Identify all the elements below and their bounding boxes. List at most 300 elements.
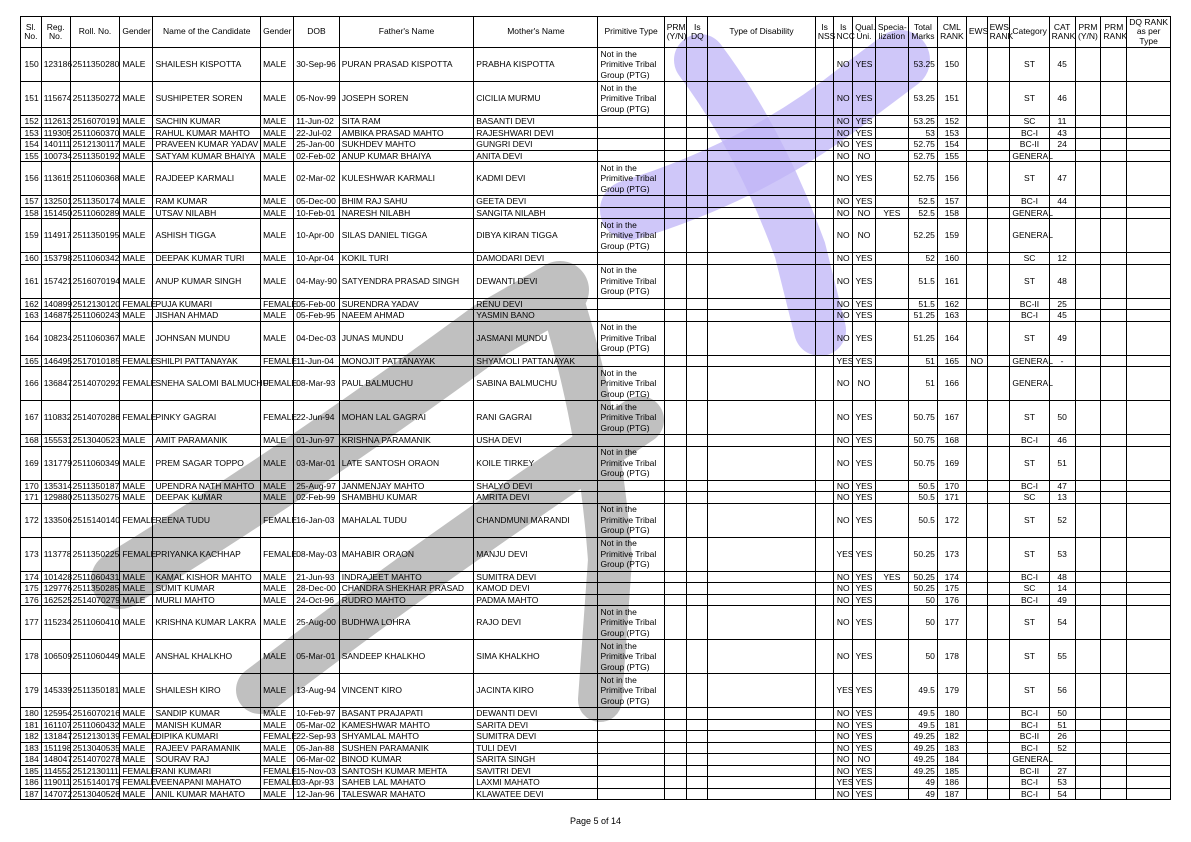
cell-category: SC	[1010, 253, 1049, 265]
cell-gender: MALE	[120, 583, 153, 595]
cell-registration-number: 114917	[41, 219, 70, 253]
cell-dq-rank	[1127, 503, 1171, 537]
cell-candidate-name: PRAVEEN KUMAR YADAV	[153, 139, 261, 151]
cell-date-of-birth: 15-Nov-03	[294, 765, 340, 777]
cell-disability-type	[708, 116, 816, 128]
cell-dq-rank	[1127, 116, 1171, 128]
cell-is-ncc: YES	[834, 777, 853, 789]
cell-gender: FEMALE	[120, 537, 153, 571]
cell-prm-flag	[664, 731, 687, 743]
cell-candidate-name: ASHISH TIGGA	[153, 219, 261, 253]
cell-primitive-type	[598, 116, 664, 128]
cell-gender: MALE	[120, 310, 153, 322]
cell-gender: MALE	[120, 219, 153, 253]
cell-cml-rank: 182	[937, 731, 966, 743]
cell-ews-rank	[987, 196, 1010, 208]
cell-is-ncc: NO	[834, 367, 853, 401]
cell-total-marks: 50	[908, 640, 937, 674]
cell-dq-rank	[1127, 196, 1171, 208]
cell-disability-type	[708, 355, 816, 367]
header-is-ncc: Is NCC	[834, 17, 853, 48]
cell-roll-number: 2514070279	[70, 594, 120, 606]
cell-dq-rank	[1127, 264, 1171, 298]
table-row	[21, 503, 1171, 537]
cell-father-name: SITA RAM	[339, 116, 474, 128]
cell-total-marks: 53	[908, 127, 937, 139]
cell-category: BC-I	[1010, 788, 1049, 800]
cell-serial-number: 173	[21, 537, 42, 571]
table-row	[21, 480, 1171, 492]
cell-category-rank: 51	[1049, 446, 1075, 480]
cell-total-marks: 50.25	[908, 537, 937, 571]
cell-serial-number: 154	[21, 139, 42, 151]
cell-ews	[966, 674, 987, 708]
cell-disability-type	[708, 150, 816, 162]
cell-total-marks: 51	[908, 367, 937, 401]
cell-prm-flag	[664, 708, 687, 720]
cell-total-marks: 50	[908, 594, 937, 606]
cell-prm-rank	[1101, 367, 1127, 401]
cell-category: BC-I	[1010, 310, 1049, 322]
cell-is-nss	[815, 310, 834, 322]
cell-category-rank: 14	[1049, 583, 1075, 595]
cell-dq-rank	[1127, 355, 1171, 367]
cell-father-name: JUNAS MUNDU	[339, 321, 474, 355]
cell-gender: MALE	[120, 139, 153, 151]
cell-primitive-type: Not in the Primitive Tribal Group (PTG)	[598, 82, 664, 116]
cell-category-rank: 47	[1049, 162, 1075, 196]
cell-prm-rank	[1101, 765, 1127, 777]
cell-mother-name: SUMITRA DEVI	[474, 571, 598, 583]
cell-serial-number: 182	[21, 731, 42, 743]
cell-ews-rank	[987, 492, 1010, 504]
cell-is-ncc: NO	[834, 742, 853, 754]
cell-is-nss	[815, 492, 834, 504]
cell-category-rank: 24	[1049, 139, 1075, 151]
cell-mother-name: GUNGRI DEVI	[474, 139, 598, 151]
cell-ews-rank	[987, 116, 1010, 128]
cell-is-nss	[815, 594, 834, 606]
table-row	[21, 640, 1171, 674]
cell-prm-rank	[1101, 480, 1127, 492]
table-row	[21, 48, 1171, 82]
header-total-marks: Total Marks	[908, 17, 937, 48]
cell-dq-rank	[1127, 82, 1171, 116]
cell-mother-name: KADMI DEVI	[474, 162, 598, 196]
cell-dq-rank	[1127, 480, 1171, 492]
header-disability-type: Type of Disability	[708, 17, 816, 48]
cell-dq-rank	[1127, 788, 1171, 800]
cell-cml-rank: 177	[937, 606, 966, 640]
cell-registration-number: 146875	[41, 310, 70, 322]
cell-prm-flag-2	[1075, 503, 1101, 537]
cell-gender: FEMALE	[120, 355, 153, 367]
cell-category-rank	[1049, 367, 1075, 401]
cell-ews	[966, 219, 987, 253]
cell-serial-number: 157	[21, 196, 42, 208]
cell-dq-rank	[1127, 253, 1171, 265]
cell-qualifying-university: YES	[853, 537, 876, 571]
cell-dq-rank	[1127, 731, 1171, 743]
cell-prm-rank	[1101, 196, 1127, 208]
cell-disability-type	[708, 492, 816, 504]
cell-cml-rank: 169	[937, 446, 966, 480]
cell-roll-number: 2511060289	[70, 207, 120, 219]
cell-date-of-birth: 12-Jan-96	[294, 788, 340, 800]
cell-qualifying-university: YES	[853, 82, 876, 116]
cell-mother-name: SHALYO DEVI	[474, 480, 598, 492]
cell-date-of-birth: 02-Mar-02	[294, 162, 340, 196]
cell-father-name: SAHEB LAL MAHATO	[339, 777, 474, 789]
cell-roll-number: 2512130139	[70, 731, 120, 743]
cell-gender-2: MALE	[261, 754, 294, 766]
cell-ews-rank	[987, 139, 1010, 151]
table-row	[21, 116, 1171, 128]
cell-mother-name: SARITA DEVI	[474, 719, 598, 731]
cell-roll-number: 2511350187	[70, 480, 120, 492]
cell-date-of-birth: 21-Jun-93	[294, 571, 340, 583]
cell-is-dq	[687, 492, 708, 504]
cell-date-of-birth: 05-Jan-88	[294, 742, 340, 754]
cell-total-marks: 50.25	[908, 571, 937, 583]
cell-is-dq	[687, 503, 708, 537]
cell-father-name: MAHABIR ORAON	[339, 537, 474, 571]
cell-is-nss	[815, 719, 834, 731]
cell-prm-flag-2	[1075, 480, 1101, 492]
cell-gender: MALE	[120, 674, 153, 708]
cell-prm-flag	[664, 321, 687, 355]
cell-ews	[966, 264, 987, 298]
cell-is-dq	[687, 674, 708, 708]
table-body	[21, 48, 1171, 800]
cell-dq-rank	[1127, 367, 1171, 401]
cell-dq-rank	[1127, 571, 1171, 583]
cell-serial-number: 164	[21, 321, 42, 355]
cell-prm-rank	[1101, 777, 1127, 789]
cell-prm-flag	[664, 150, 687, 162]
cell-is-ncc: NO	[834, 719, 853, 731]
cell-father-name: SANTOSH KUMAR MEHTA	[339, 765, 474, 777]
cell-registration-number: 145339	[41, 674, 70, 708]
cell-mother-name: AMRITA DEVI	[474, 492, 598, 504]
cell-specialization	[875, 788, 908, 800]
cell-ews	[966, 719, 987, 731]
table-row	[21, 777, 1171, 789]
cell-cml-rank: 165	[937, 355, 966, 367]
cell-primitive-type	[598, 139, 664, 151]
cell-prm-flag-2	[1075, 310, 1101, 322]
cell-serial-number: 181	[21, 719, 42, 731]
cell-dq-rank	[1127, 606, 1171, 640]
cell-primitive-type	[598, 754, 664, 766]
cell-serial-number: 161	[21, 264, 42, 298]
cell-specialization	[875, 765, 908, 777]
cell-ews	[966, 754, 987, 766]
cell-ews	[966, 162, 987, 196]
cell-prm-flag	[664, 207, 687, 219]
header-gender: Gender	[120, 17, 153, 48]
cell-serial-number: 151	[21, 82, 42, 116]
cell-is-dq	[687, 571, 708, 583]
cell-gender-2: MALE	[261, 264, 294, 298]
header-mother-name: Mother's Name	[474, 17, 598, 48]
cell-category-rank: 48	[1049, 264, 1075, 298]
cell-category-rank: 54	[1049, 788, 1075, 800]
cell-is-dq	[687, 640, 708, 674]
cell-mother-name: BASANTI DEVI	[474, 116, 598, 128]
cell-is-nss	[815, 264, 834, 298]
cell-is-nss	[815, 446, 834, 480]
cell-is-ncc: NO	[834, 401, 853, 435]
cell-registration-number: 135314	[41, 480, 70, 492]
cell-primitive-type	[598, 253, 664, 265]
cell-category: BC-II	[1010, 139, 1049, 151]
cell-total-marks: 50	[908, 606, 937, 640]
cell-mother-name: PRABHA KISPOTTA	[474, 48, 598, 82]
cell-primitive-type	[598, 207, 664, 219]
cell-date-of-birth: 10-Feb-97	[294, 708, 340, 720]
cell-is-ncc: NO	[834, 82, 853, 116]
cell-gender-2: FEMALE	[261, 765, 294, 777]
cell-dq-rank	[1127, 150, 1171, 162]
cell-cml-rank: 167	[937, 401, 966, 435]
cell-is-dq	[687, 355, 708, 367]
cell-is-nss	[815, 367, 834, 401]
cell-registration-number: 106509	[41, 640, 70, 674]
cell-category: ST	[1010, 48, 1049, 82]
cell-father-name: BASANT PRAJAPATI	[339, 708, 474, 720]
cell-gender-2: FEMALE	[261, 298, 294, 310]
cell-date-of-birth: 16-Jan-03	[294, 503, 340, 537]
table-row	[21, 82, 1171, 116]
cell-cml-rank: 150	[937, 48, 966, 82]
cell-prm-flag-2	[1075, 788, 1101, 800]
cell-cml-rank: 172	[937, 503, 966, 537]
cell-category: BC-II	[1010, 298, 1049, 310]
cell-is-nss	[815, 765, 834, 777]
cell-prm-flag	[664, 640, 687, 674]
cell-roll-number: 2513040526	[70, 788, 120, 800]
table-row	[21, 537, 1171, 571]
cell-mother-name: CHANDMUNI MARANDI	[474, 503, 598, 537]
cell-serial-number: 177	[21, 606, 42, 640]
cell-prm-rank	[1101, 82, 1127, 116]
cell-qualifying-university: YES	[853, 127, 876, 139]
cell-specialization	[875, 298, 908, 310]
cell-category: GENERAL	[1010, 219, 1049, 253]
cell-is-nss	[815, 503, 834, 537]
cell-category: ST	[1010, 82, 1049, 116]
cell-is-nss	[815, 731, 834, 743]
cell-qualifying-university: YES	[853, 355, 876, 367]
cell-specialization	[875, 606, 908, 640]
cell-qualifying-university: YES	[853, 196, 876, 208]
cell-is-dq	[687, 321, 708, 355]
cell-prm-flag	[664, 264, 687, 298]
cell-category-rank: 45	[1049, 48, 1075, 82]
cell-prm-rank	[1101, 674, 1127, 708]
cell-category: GENERAL	[1010, 355, 1049, 367]
cell-category-rank: 43	[1049, 127, 1075, 139]
cell-gender-2: MALE	[261, 640, 294, 674]
cell-gender-2: MALE	[261, 253, 294, 265]
cell-roll-number: 2515140179	[70, 777, 120, 789]
cell-category: ST	[1010, 606, 1049, 640]
cell-is-ncc: NO	[834, 606, 853, 640]
cell-prm-rank	[1101, 355, 1127, 367]
cell-candidate-name: VEENAPANI MAHATO	[153, 777, 261, 789]
cell-gender: MALE	[120, 127, 153, 139]
cell-prm-rank	[1101, 446, 1127, 480]
cell-mother-name: MANJU DEVI	[474, 537, 598, 571]
cell-total-marks: 50.75	[908, 401, 937, 435]
cell-father-name: MONOJIT PATTANAYAK	[339, 355, 474, 367]
cell-candidate-name: SANDIP KUMAR	[153, 708, 261, 720]
cell-total-marks: 49.5	[908, 708, 937, 720]
cell-total-marks: 49.25	[908, 731, 937, 743]
cell-father-name: MOHAN LAL GAGRAI	[339, 401, 474, 435]
cell-serial-number: 166	[21, 367, 42, 401]
cell-roll-number: 2511060349	[70, 446, 120, 480]
cell-is-dq	[687, 754, 708, 766]
cell-prm-flag	[664, 435, 687, 447]
cell-qualifying-university: YES	[853, 674, 876, 708]
cell-is-nss	[815, 708, 834, 720]
table-row	[21, 355, 1171, 367]
cell-roll-number: 2511350192	[70, 150, 120, 162]
cell-father-name: SUKHDEV MAHTO	[339, 139, 474, 151]
cell-qualifying-university: NO	[853, 150, 876, 162]
cell-total-marks: 49	[908, 777, 937, 789]
cell-category: BC-I	[1010, 127, 1049, 139]
cell-category-rank	[1049, 754, 1075, 766]
table-row	[21, 742, 1171, 754]
cell-category: ST	[1010, 503, 1049, 537]
cell-total-marks: 52.5	[908, 196, 937, 208]
cell-father-name: ANUP KUMAR BHAIYA	[339, 150, 474, 162]
cell-prm-rank	[1101, 127, 1127, 139]
cell-candidate-name: PINKY GAGRAI	[153, 401, 261, 435]
cell-gender: MALE	[120, 708, 153, 720]
cell-mother-name: RAJO DEVI	[474, 606, 598, 640]
cell-registration-number: 123186	[41, 48, 70, 82]
cell-prm-rank	[1101, 537, 1127, 571]
cell-qualifying-university: YES	[853, 731, 876, 743]
cell-is-dq	[687, 367, 708, 401]
cell-total-marks: 52.75	[908, 162, 937, 196]
cell-gender-2: MALE	[261, 435, 294, 447]
cell-gender: MALE	[120, 264, 153, 298]
cell-serial-number: 186	[21, 777, 42, 789]
cell-mother-name: KAMOD DEVI	[474, 583, 598, 595]
cell-is-nss	[815, 435, 834, 447]
cell-cml-rank: 162	[937, 298, 966, 310]
cell-cml-rank: 161	[937, 264, 966, 298]
cell-qualifying-university: YES	[853, 594, 876, 606]
cell-ews-rank	[987, 480, 1010, 492]
cell-gender: MALE	[120, 571, 153, 583]
cell-ews-rank	[987, 48, 1010, 82]
cell-total-marks: 52.75	[908, 150, 937, 162]
cell-primitive-type	[598, 777, 664, 789]
cell-primitive-type: Not in the Primitive Tribal Group (PTG)	[598, 537, 664, 571]
cell-prm-flag	[664, 480, 687, 492]
cell-roll-number: 2511060410	[70, 606, 120, 640]
cell-specialization	[875, 196, 908, 208]
header-prm-flag-2: PRM (Y/N)	[1075, 17, 1101, 48]
cell-registration-number: 119305	[41, 127, 70, 139]
cell-serial-number: 179	[21, 674, 42, 708]
cell-ews-rank	[987, 367, 1010, 401]
cell-cml-rank: 170	[937, 480, 966, 492]
cell-prm-rank	[1101, 606, 1127, 640]
cell-primitive-type: Not in the Primitive Tribal Group (PTG)	[598, 674, 664, 708]
cell-category: SC	[1010, 492, 1049, 504]
cell-category: BC-I	[1010, 571, 1049, 583]
cell-disability-type	[708, 777, 816, 789]
cell-prm-rank	[1101, 116, 1127, 128]
header-cml-rank: CML RANK	[937, 17, 966, 48]
table-row	[21, 207, 1171, 219]
cell-gender-2: MALE	[261, 207, 294, 219]
cell-father-name: KULESHWAR KARMALI	[339, 162, 474, 196]
cell-is-dq	[687, 150, 708, 162]
cell-date-of-birth: 01-Jun-97	[294, 435, 340, 447]
cell-gender: MALE	[120, 719, 153, 731]
header-qualifying-university: Qual. Uni.	[853, 17, 876, 48]
cell-prm-flag-2	[1075, 446, 1101, 480]
cell-disability-type	[708, 719, 816, 731]
cell-qualifying-university: YES	[853, 298, 876, 310]
cell-is-nss	[815, 480, 834, 492]
cell-mother-name: DAMODARI DEVI	[474, 253, 598, 265]
cell-gender-2: MALE	[261, 139, 294, 151]
cell-roll-number: 2511350225	[70, 537, 120, 571]
cell-primitive-type	[598, 480, 664, 492]
cell-ews-rank	[987, 719, 1010, 731]
cell-registration-number: 147072	[41, 788, 70, 800]
cell-candidate-name: MANISH KUMAR	[153, 719, 261, 731]
cell-qualifying-university: YES	[853, 742, 876, 754]
cell-ews: NO	[966, 355, 987, 367]
cell-specialization	[875, 435, 908, 447]
cell-specialization	[875, 594, 908, 606]
header-prm-flag: PRM (Y/N)	[664, 17, 687, 48]
cell-ews-rank	[987, 640, 1010, 674]
cell-dq-rank	[1127, 127, 1171, 139]
cell-disability-type	[708, 82, 816, 116]
cell-candidate-name: UTSAV NILABH	[153, 207, 261, 219]
cell-specialization	[875, 310, 908, 322]
cell-qualifying-university: YES	[853, 446, 876, 480]
cell-dq-rank	[1127, 742, 1171, 754]
cell-qualifying-university: YES	[853, 401, 876, 435]
cell-prm-flag	[664, 606, 687, 640]
cell-gender: MALE	[120, 788, 153, 800]
cell-category: BC-I	[1010, 777, 1049, 789]
cell-mother-name: DEWANTI DEVI	[474, 708, 598, 720]
cell-category-rank: 52	[1049, 503, 1075, 537]
cell-disability-type	[708, 435, 816, 447]
cell-prm-flag-2	[1075, 367, 1101, 401]
cell-is-dq	[687, 765, 708, 777]
cell-prm-flag-2	[1075, 719, 1101, 731]
cell-prm-rank	[1101, 321, 1127, 355]
cell-is-ncc: NO	[834, 594, 853, 606]
cell-registration-number: 161107	[41, 719, 70, 731]
cell-qualifying-university: NO	[853, 367, 876, 401]
cell-father-name: SATYENDRA PRASAD SINGH	[339, 264, 474, 298]
